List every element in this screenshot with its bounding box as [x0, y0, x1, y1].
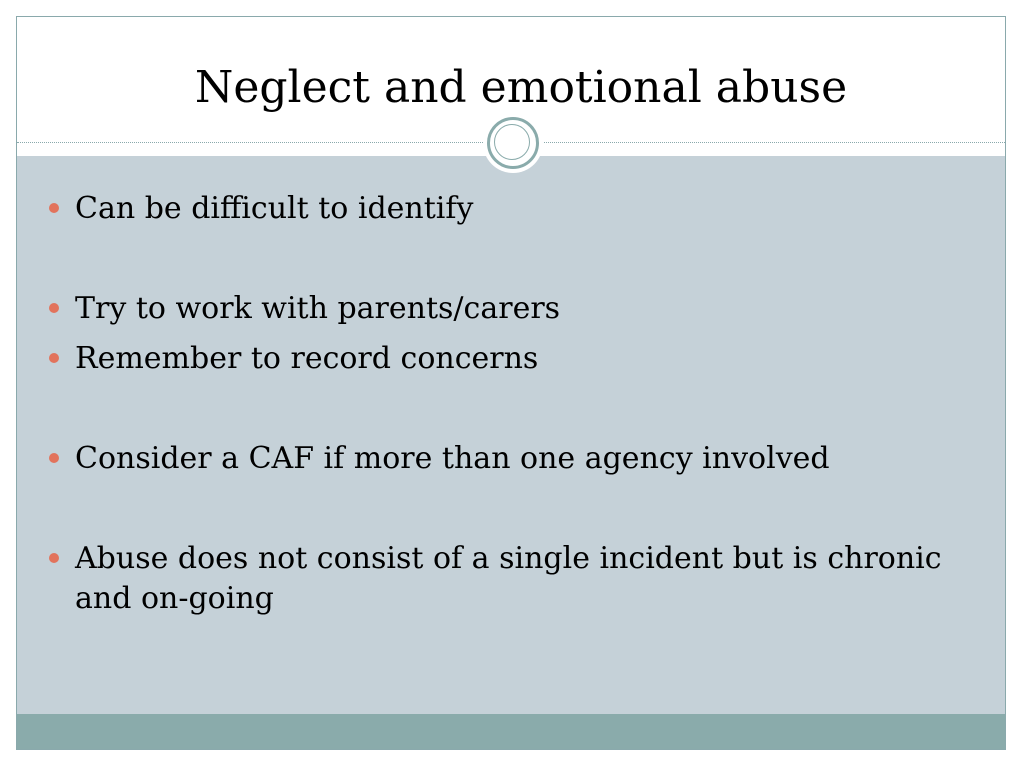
bullet-dot-icon: [49, 203, 59, 213]
bullet-item: [45, 539, 975, 619]
bullet-list: [45, 189, 975, 619]
bullet-text: Abuse does not consist of a single incident but is chronic and on-going: [75, 541, 942, 616]
bullet-dot-icon: [49, 553, 59, 563]
bullet-item: [45, 189, 975, 229]
bullet-text: Can be difficult to identify: [75, 191, 474, 226]
bullet-dot-icon: [49, 353, 59, 363]
bullet-item: [45, 439, 975, 479]
bullet-item: [45, 339, 975, 379]
bullet-item: [45, 289, 975, 329]
bullet-dot-icon: [49, 303, 59, 313]
footer-band: [17, 714, 1005, 749]
circle-ornament-inner-icon: [494, 124, 530, 160]
bullet-text: Remember to record concerns: [75, 341, 539, 376]
bullet-text: Consider a CAF if more than one agency involved: [75, 441, 830, 476]
slide-title: Neglect and emotional abuse: [194, 62, 848, 113]
bullet-text: Try to work with parents/carers: [75, 291, 561, 326]
slide: [16, 16, 1006, 750]
bullet-dot-icon: [49, 453, 59, 463]
